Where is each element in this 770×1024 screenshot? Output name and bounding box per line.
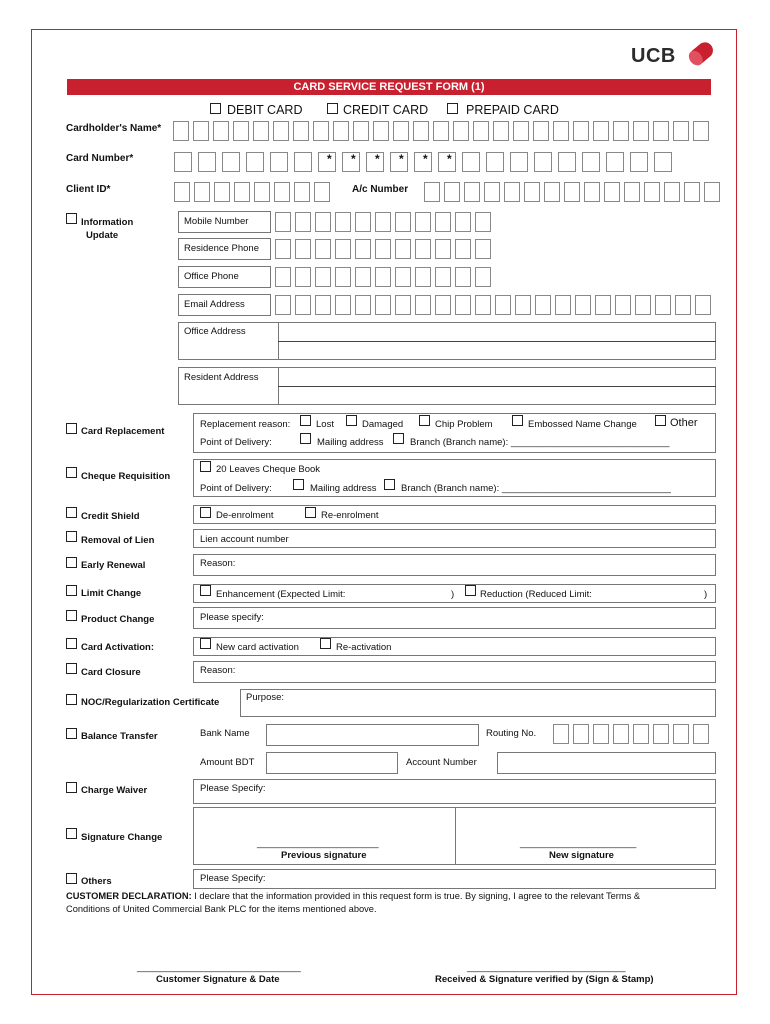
credit-shield-checkbox[interactable] (66, 507, 77, 518)
info-update-checkbox[interactable] (66, 213, 77, 224)
amount-label: Amount BDT (200, 757, 255, 768)
enhancement-label: Enhancement (Expected Limit: (216, 589, 346, 600)
noc-label: NOC/Regularization Certificate (81, 697, 220, 708)
residence-phone-cells[interactable] (275, 239, 495, 259)
early-renewal-label: Early Renewal (81, 560, 146, 571)
cheque-mailing-label: Mailing address (310, 483, 377, 494)
charge-waiver-label: Charge Waiver (81, 785, 148, 796)
other-checkbox[interactable] (655, 415, 666, 426)
charge-waiver-checkbox[interactable] (66, 782, 77, 793)
mask-star: * (375, 152, 380, 166)
office-address-label: Office Address (184, 326, 246, 337)
others-box[interactable] (193, 869, 716, 889)
charge-waiver-box[interactable] (193, 779, 716, 804)
product-change-text: Please specify: (200, 612, 264, 623)
mailing-label: Mailing address (317, 437, 384, 448)
previous-signature-label: Previous signature (281, 850, 367, 861)
reduction-checkbox[interactable] (465, 585, 476, 596)
enhancement-checkbox[interactable] (200, 585, 211, 596)
other-label: Other (670, 417, 698, 429)
mask-star: * (447, 152, 452, 166)
lost-checkbox[interactable] (300, 415, 311, 426)
damaged-checkbox[interactable] (346, 415, 357, 426)
early-renewal-reason: Reason: (200, 558, 236, 569)
card-replacement-checkbox[interactable] (66, 423, 77, 434)
card-number-label: Card Number* (66, 153, 134, 164)
mask-star: * (423, 152, 428, 166)
card-closure-label: Card Closure (81, 667, 141, 678)
de-enrolment-label: De-enrolment (216, 510, 274, 521)
others-text: Please Specify: (200, 873, 266, 884)
noc-checkbox[interactable] (66, 694, 77, 705)
account-number-input[interactable] (497, 752, 716, 774)
ac-number-cells[interactable] (424, 182, 724, 202)
mask-star: * (327, 152, 332, 166)
mailing-checkbox[interactable] (300, 433, 311, 444)
declaration-text: I declare that the information provided in this request form is true. By signing, I agree to the relevant Terms & (191, 891, 641, 901)
balance-transfer-checkbox[interactable] (66, 728, 77, 739)
credit-shield-label: Credit Shield (81, 511, 140, 522)
early-renewal-box[interactable] (193, 554, 716, 576)
signature-change-label: Signature Change (81, 832, 163, 843)
debit-card-label: DEBIT CARD (227, 103, 303, 117)
declaration-line-2: Conditions of United Commercial Bank PLC for the items mentioned above. (66, 904, 377, 914)
info-update-label: Information (81, 217, 134, 228)
limit-change-label: Limit Change (81, 588, 142, 599)
client-id-label: Client ID* (66, 184, 111, 195)
embossed-name-checkbox[interactable] (512, 415, 523, 426)
cardholder-name-cells[interactable] (173, 121, 713, 141)
signature-change-checkbox[interactable] (66, 828, 77, 839)
cheque-book-label: 20 Leaves Cheque Book (216, 464, 321, 475)
credit-card-checkbox[interactable] (327, 103, 338, 114)
cheque-requisition-checkbox[interactable] (66, 467, 77, 478)
removal-lien-checkbox[interactable] (66, 531, 77, 542)
cheque-mailing-checkbox[interactable] (293, 479, 304, 490)
signature-divider (455, 807, 456, 865)
mask-star: * (351, 152, 356, 166)
cardholder-name-label: Cardholder's Name* (66, 123, 162, 134)
early-renewal-checkbox[interactable] (66, 557, 77, 568)
chip-problem-label: Chip Problem (435, 419, 493, 430)
delivery-label: Point of Delivery: (200, 437, 272, 448)
cheque-requisition-label: Cheque Requisition (81, 471, 171, 482)
cheque-delivery-label: Point of Delivery: (200, 483, 272, 494)
routing-cells[interactable] (553, 724, 713, 744)
credit-card-label: CREDIT CARD (343, 103, 429, 117)
damaged-label: Damaged (362, 419, 404, 430)
email-cells[interactable] (275, 295, 715, 315)
prepaid-card-label: PREPAID CARD (466, 103, 559, 117)
balance-transfer-label: Balance Transfer (81, 731, 158, 742)
others-label: Others (81, 876, 112, 887)
new-activation-checkbox[interactable] (200, 638, 211, 649)
reduction-label: Reduction (Reduced Limit: (480, 589, 592, 600)
debit-card-checkbox[interactable] (210, 103, 221, 114)
mobile-label: Mobile Number (184, 216, 249, 227)
new-signature-label: New signature (549, 850, 614, 861)
reduction-close: ) (704, 589, 708, 600)
replacement-reason-label: Replacement reason: (200, 419, 291, 430)
branch-checkbox[interactable] (393, 433, 404, 444)
embossed-name-label: Embossed Name Change (528, 419, 637, 430)
cheque-book-checkbox[interactable] (200, 461, 211, 472)
noc-box[interactable] (240, 689, 716, 717)
office-phone-cells[interactable] (275, 267, 495, 287)
bank-name-input[interactable] (266, 724, 479, 746)
resident-address-line (278, 386, 716, 387)
product-change-label: Product Change (81, 614, 155, 625)
resident-address-label: Resident Address (184, 372, 259, 383)
re-enrolment-checkbox[interactable] (305, 507, 316, 518)
limit-change-checkbox[interactable] (66, 585, 77, 596)
email-label: Email Address (184, 299, 245, 310)
mask-star: * (399, 152, 404, 166)
charge-waiver-text: Please Specify: (200, 783, 266, 794)
re-activation-label: Re-activation (336, 642, 392, 653)
branch-label: Branch (Branch name): ______________________________ (410, 437, 670, 448)
chip-problem-checkbox[interactable] (419, 415, 430, 426)
office-phone-label: Office Phone (184, 271, 239, 282)
others-checkbox[interactable] (66, 873, 77, 884)
card-activation-checkbox[interactable] (66, 638, 77, 649)
account-number-label: Account Number (406, 757, 477, 768)
previous-signature-line: _______________________ (257, 838, 379, 849)
noc-purpose: Purpose: (246, 692, 285, 703)
ucb-logo-icon (683, 37, 719, 73)
cheque-branch-checkbox[interactable] (384, 479, 395, 490)
declaration-line-1 (66, 891, 640, 901)
received-signature-label: Received & Signature verified by (Sign & Stamp) (435, 974, 654, 985)
residence-phone-label: Residence Phone (184, 243, 259, 254)
re-enrolment-label: Re-enrolment (321, 510, 379, 521)
ac-number-label: A/c Number (352, 184, 409, 195)
bank-name-label: Bank Name (200, 728, 250, 739)
received-signature-line: ______________________________ (467, 962, 626, 973)
amount-input[interactable] (266, 752, 398, 774)
new-signature-line: ______________________ (520, 838, 637, 849)
customer-signature-line: _______________________________ (137, 962, 301, 973)
lost-label: Lost (316, 419, 334, 430)
office-address-line (278, 341, 716, 342)
card-closure-reason: Reason: (200, 665, 236, 676)
de-enrolment-checkbox[interactable] (200, 507, 211, 518)
lien-text: Lien account number (200, 534, 289, 545)
card-replacement-label: Card Replacement (81, 426, 165, 437)
card-closure-checkbox[interactable] (66, 663, 77, 674)
prepaid-card-checkbox[interactable] (447, 103, 458, 114)
client-id-cells[interactable] (174, 182, 334, 202)
declaration-heading: CUSTOMER DECLARATION: (66, 891, 192, 901)
form-title: CARD SERVICE REQUEST FORM (1) (67, 79, 711, 95)
removal-lien-label: Removal of Lien (81, 535, 155, 546)
product-change-box[interactable] (193, 607, 716, 629)
enhancement-close: ) (451, 589, 455, 600)
re-activation-checkbox[interactable] (320, 638, 331, 649)
customer-signature-label: Customer Signature & Date (156, 974, 280, 985)
product-change-checkbox[interactable] (66, 610, 77, 621)
new-activation-label: New card activation (216, 642, 299, 653)
cheque-branch-label: Branch (Branch name): ________________________________ (401, 483, 671, 494)
ucb-logo-text: UCB (631, 45, 676, 67)
mobile-cells[interactable] (275, 212, 495, 232)
info-update-label-2: Update (86, 230, 119, 241)
card-closure-box[interactable] (193, 661, 716, 683)
card-activation-label: Card Activation: (81, 642, 155, 653)
routing-label: Routing No. (486, 728, 537, 739)
